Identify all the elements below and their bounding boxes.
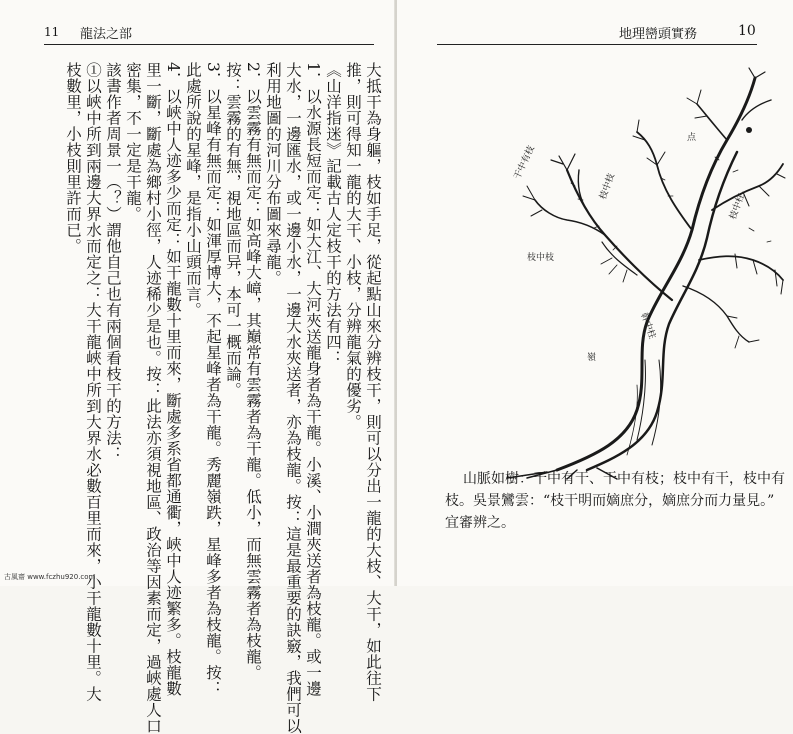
- tree-label-trunk-pillar: 幹中柱: [638, 311, 657, 341]
- text-column-13: 密集，不一定是干龍。: [124, 62, 142, 222]
- mountain-tree-illustration: [487, 60, 787, 480]
- tree-label-branch-in-branch: 枝中枝: [598, 172, 618, 202]
- tree-label-point: 点: [687, 133, 697, 143]
- caption-line-3: 宜審辨之。: [445, 515, 515, 531]
- left-header-rule: [44, 44, 374, 45]
- caption-line-1: 山脈如樹：干中有干、干中有枝；枝中有干，枝中有: [463, 471, 785, 487]
- text-column-16: 枝數里，小枝則里許而已。: [64, 62, 82, 254]
- text-column-8: 按：雲霧的有無，視地區而异，本可一概而論。: [224, 62, 242, 398]
- tree-label-branch-top-right: 枝中柱: [728, 192, 748, 222]
- right-page: [397, 0, 793, 586]
- text-column-9: 3．以星峰有無而定：如渾厚博大，不起星峰者為干龍。秀麗嶺跌，星峰多者為枝龍。按：: [204, 62, 222, 697]
- text-column-5: 大水，一邊匯水，或一邊小水，一邊大水夾送者，亦為枝龍。按：這是最重要的訣竅，我們可以: [284, 62, 302, 734]
- tree-label-trunk-branch: 干中有枝: [512, 144, 537, 182]
- right-header-title: 地理巒頭實務: [619, 27, 698, 42]
- left-page-number: 11: [44, 25, 60, 39]
- text-column-12: 里一斷，斷處為鄉村小徑，人迹稀少是也。按：此法亦須視地區、政治等因素而定，過峽處人口: [144, 62, 162, 734]
- text-column-1: 大抵干為身軀，枝如手足，從起點山來分辨枝干，則可以分出一龍的大枝、大干，如此往下: [364, 62, 382, 702]
- text-column-2: 推，則可得知一龍的大干、小枝，分辨龍氣的優劣。: [344, 62, 362, 430]
- text-column-4: 1．以水源長短而定：如大江、大河夾送龍身者為干龍。小溪、小澗夾送者為枝龍。或一邊: [304, 62, 322, 697]
- text-column-14: 該書作者周景一（？）謂他自己也有兩個看枝干的方法：: [104, 62, 122, 462]
- text-column-6: 利用地圖的河川分布圖來尋龍。: [264, 62, 282, 286]
- illustration-caption: [445, 468, 785, 534]
- right-page-number: 10: [738, 23, 756, 39]
- tree-drawing: [487, 60, 787, 480]
- text-column-11: 4．以峽中人迹多少而定：如干龍數十里而來，斷處多系省都通衢，峽中人迹繁多。枝龍數: [164, 62, 182, 697]
- text-column-7: 2．以雲霧有無而定：如高峰大嶂，其巔常有雲霧者為干龍。低小，而無雲霧者為枝龍。: [244, 62, 262, 681]
- text-column-10: 此處所說的星峰，是指小山頭而言。: [184, 62, 202, 318]
- tree-label-root-mark: 嶺: [587, 353, 597, 363]
- left-page: [0, 0, 396, 734]
- left-header-title: 龍法之部: [80, 27, 133, 42]
- text-column-15: ①以峽中所到兩邊大界水而定之：大干龍峽中所到大界水必數百里而來，小干龍數十里。大: [84, 62, 102, 702]
- watermark-footer: 古風齋 www.fczhu920.com: [4, 573, 96, 581]
- text-column-3: 《山洋指迷》記載古人定枝干的方法有四：: [324, 62, 342, 366]
- tree-label-branch-of-trunk: 枝中枝: [527, 253, 555, 263]
- right-header-rule: [437, 44, 757, 45]
- caption-line-2: 枝。吳景鸞雲：“枝干明而嫡庶分，嫡庶分而力量見。”: [445, 493, 775, 509]
